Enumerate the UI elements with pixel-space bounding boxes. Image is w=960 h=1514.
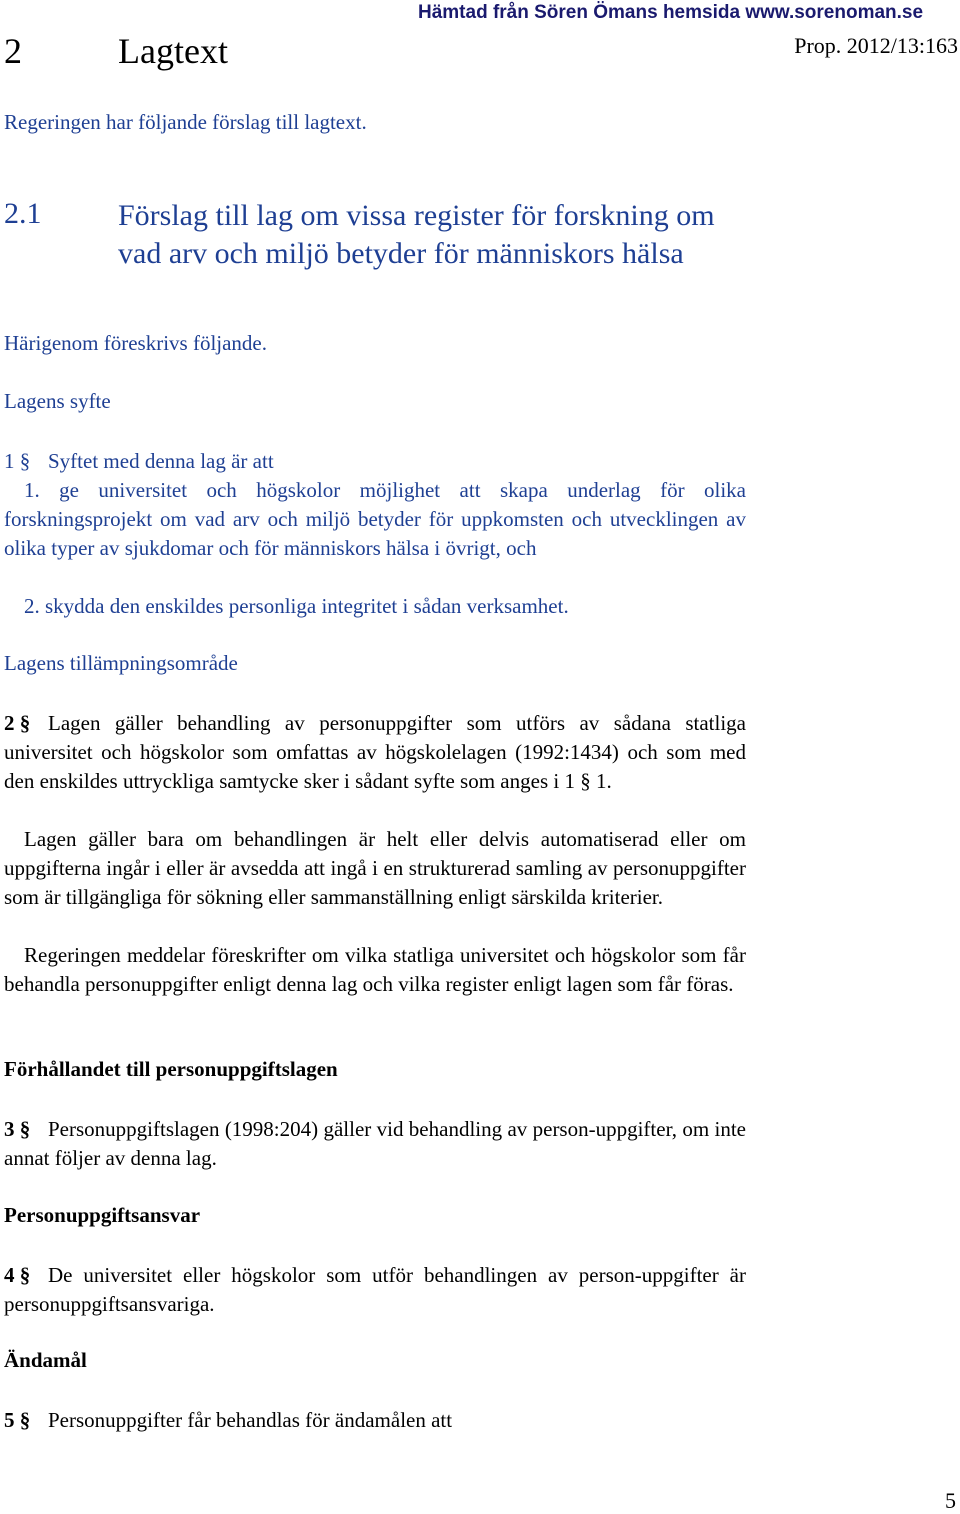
heading-tillampning: Lagens tillämpningsområde (4, 651, 238, 675)
chapter-number: 2 (4, 31, 22, 71)
intro-text: Regeringen har följande förslag till lagtext. (4, 110, 367, 134)
heading-forhallande: Förhållandet till personuppgiftslagen (4, 1057, 338, 1081)
paragraph-5-text: Personuppgifter får behandlas för ändamålen att (48, 1408, 453, 1432)
paragraph-number: 2 § (4, 711, 31, 735)
paragraph-4-text: De universitet eller högskolor som utför behandlingen av person-uppgifter är personuppgiftsansvariga. (4, 1263, 746, 1316)
preamble: Härigenom föreskrivs följande. (4, 331, 268, 355)
paragraph-1-lead: Syftet med denna lag är att (48, 449, 274, 473)
section-number: 2.1 (4, 197, 42, 230)
paragraph-2 (4, 709, 746, 796)
paragraph-2-text-1: Lagen gäller behandling av personuppgifter som utförs av sådana statliga universitet och högskolor som omfattas av högskolelagen (1992:1434) och som med den enskildes uttryckliga samtycke sker i sådant syfte som anges i 1 § 1. (4, 711, 746, 793)
section-title: Förslag till lag om vissa register för forskning om vad arv och miljö betyder för människors hälsa (118, 199, 715, 270)
paragraph-number: 1 § (4, 449, 31, 473)
heading-syfte: Lagens syfte (4, 389, 111, 413)
source-watermark: Hämtad från Sören Ömans hemsida www.sorenoman.se (418, 2, 924, 23)
page-number: 5 (945, 1488, 956, 1513)
paragraph-3-text: Personuppgiftslagen (1998:204) gäller vid behandling av person-uppgifter, om inte annat följer av denna lag. (4, 1117, 746, 1170)
paragraph-4 (4, 1261, 746, 1319)
heading-ansvar: Personuppgiftsansvar (4, 1203, 201, 1227)
proposition-number: Prop. 2012/13:163 (794, 33, 958, 58)
paragraph-3 (4, 1115, 746, 1173)
paragraph-5 (4, 1406, 746, 1435)
paragraph-number: 5 § (4, 1408, 31, 1432)
heading-andamal: Ändamål (4, 1348, 87, 1372)
paragraph-number: 3 § (4, 1117, 31, 1141)
paragraph-2-text-3: Regeringen meddelar föreskrifter om vilka statliga universitet och högskolor som får behandla personuppgifter enligt denna lag och vilka register enligt lagen som får föras. (4, 943, 746, 996)
paragraph-1 (4, 447, 746, 476)
paragraph-number: 4 § (4, 1263, 31, 1287)
paragraph-1-item-1: 1. ge universitet och högskolor möjlighet att skapa underlag för olika forskningsprojekt om vad arv och miljö betyder för uppkomsten och utvecklingen av olika typer av sjukdomar och för människors hälsa i övrigt, och (4, 478, 746, 560)
paragraph-2-text-2: Lagen gäller bara om behandlingen är helt eller delvis automatiserad eller om uppgifterna ingår i eller är avsedda att ingå i en strukturerad samling av personuppgifter som är tillgängliga för sökning eller sammanställning enligt särskilda kriterier. (4, 827, 746, 909)
paragraph-1-item-2: 2. skydda den enskildes personliga integritet i sådan verksamhet. (24, 594, 569, 618)
chapter-title: Lagtext (118, 31, 228, 71)
